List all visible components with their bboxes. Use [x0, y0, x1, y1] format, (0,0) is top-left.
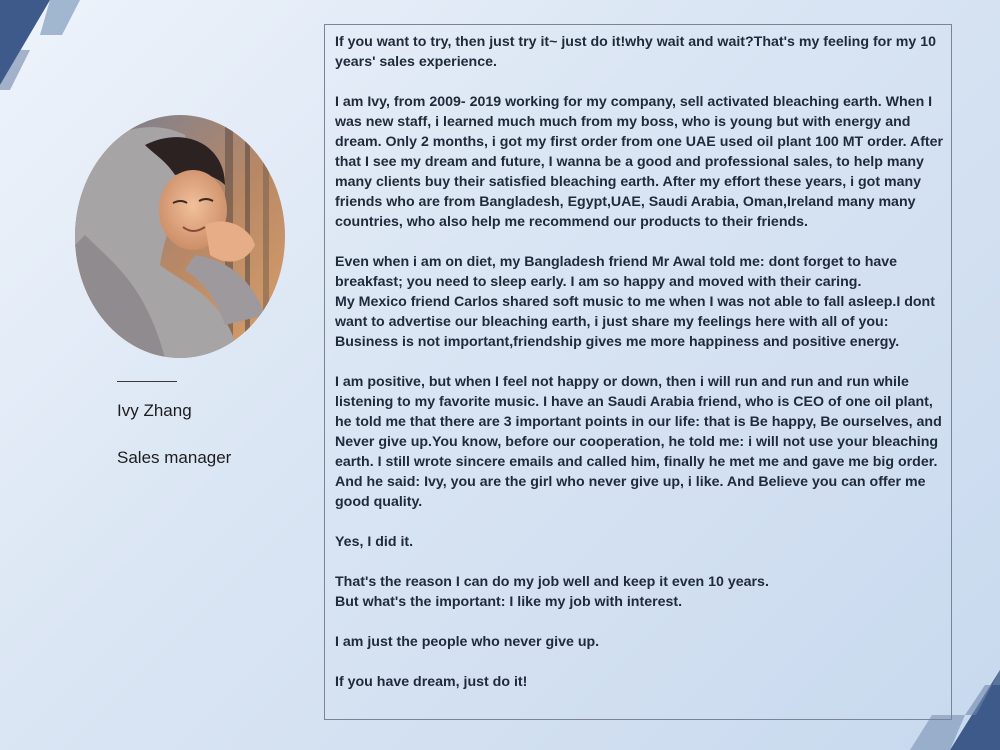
paragraph-background [335, 92, 945, 232]
paragraph-positive [335, 372, 945, 512]
paragraph-intro [335, 32, 945, 72]
text-line: That's the reason I can do my job well and keep it even 10 years. [335, 574, 769, 590]
paragraph-reason [335, 572, 945, 612]
text-line: I am positive, but when I feel not happy or down, then i will run and run and run while listening to my favorite music. I have an Saudi Arabia friend, who is CEO of one oil plant, he told me that there are 3 important points in our life: that is Be happy, Be ourselves, and Never give up.You know, before our cooperation, he told me: i will not use your bleaching earth. I still wrote sincere emails and called him, finally he met me and gave me big order. And he said: Ivy, you are the girl who never give up, i like. And Believe you can offer me good quality. [335, 374, 942, 510]
story-text-box [324, 24, 952, 720]
person-name: Ivy Zhang [117, 401, 192, 420]
text-line: I am Ivy, from 2009- 2019 working for my company, sell activated bleaching earth. When I was new staff, i learned much much from my boss, who is young but with energy and dream. Only 2 months, i got my first order from one UAE used oil plant 100 MT order. After that I see my dream and future, I wanna be a good and professional sales, to help many many clients buy their satisfied bleaching earth. After my effort these years, i got many friends who are from Bangladesh, Egypt,UAE, Saudi Arabia, Oman,Ireland many many countries, who also help me recommend our products to their friends. [335, 94, 944, 230]
profile-photo [75, 115, 285, 358]
text-line: If you want to try, then just try it~ just do it!why wait and wait?That's my feeling for my 10 years' sales experience. [335, 34, 937, 70]
text-line: Even when i am on diet, my Bangladesh friend Mr Awal told me: dont forget to have breakfast; you need to sleep early. I am so happy and moved with their caring. [335, 254, 898, 290]
paragraph-never-give-up [335, 632, 945, 652]
name-divider [117, 381, 177, 382]
paragraph-yes [335, 532, 945, 552]
text-line: My Mexico friend Carlos shared soft music to me when I was not able to fall asleep.I dont want to advertise our bleaching earth, i just share my feelings here with all of you: Business is not important,friendship gives me more happiness and positive energy. [335, 294, 935, 350]
text-line: Yes, I did it. [335, 534, 414, 550]
text-line: I am just the people who never give up. [335, 634, 600, 650]
paragraph-closing [335, 672, 945, 692]
text-line: But what's the important: I like my job with interest. [335, 594, 683, 610]
paragraph-friends [335, 252, 945, 352]
person-job-title: Sales manager [117, 448, 232, 467]
text-line: If you have dream, just do it! [335, 674, 528, 690]
corner-decoration-top-left [0, 0, 80, 90]
